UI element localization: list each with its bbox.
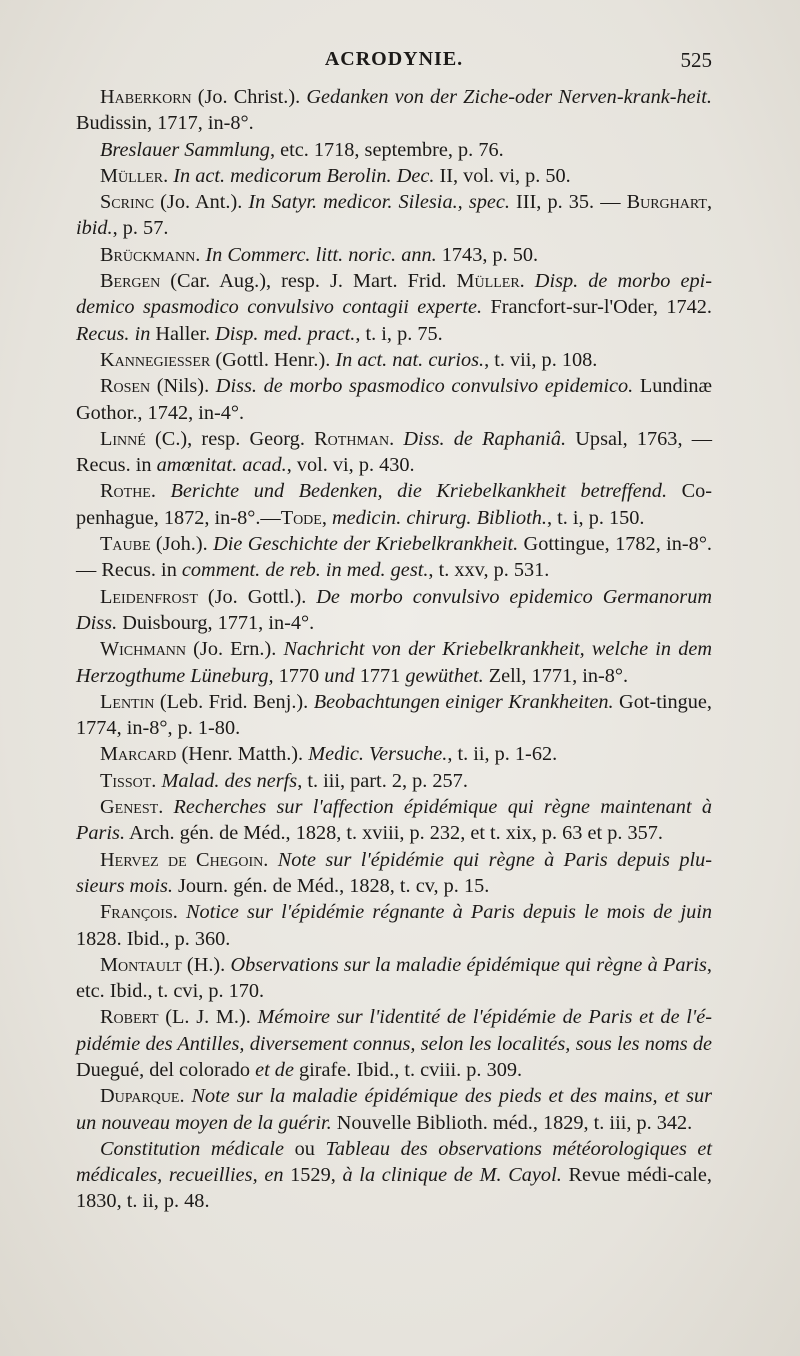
work-title: amœnitat. acad.: [156, 454, 287, 477]
citation-text: (Jo. Christ.).: [191, 86, 307, 108]
work-title: Gedanken von der Ziche-oder Nerven-krank-heit.: [306, 86, 712, 108]
work-title: Observations sur la maladie épidémique qui règne à Paris: [230, 953, 707, 976]
bibliography-entry: [76, 794, 712, 847]
work-title: medicin. chirurg. Biblioth.: [332, 506, 547, 529]
citation-text: , p. 57.: [112, 217, 169, 240]
citation-text: Co-penhague, 1872, in-8°.—: [76, 480, 712, 529]
bibliography-entry: [76, 347, 712, 373]
author-name: Bergen: [100, 270, 161, 293]
bibliography-entry: [76, 636, 712, 689]
citation-text: (C.), resp. Georg.: [145, 427, 315, 450]
bibliography-entry: [76, 689, 712, 742]
citation-text: , etc. 1718, septembre, p. 76.: [269, 138, 504, 161]
author-name: Linné: [100, 427, 146, 450]
bibliography-entry: [76, 242, 712, 268]
bibliography-entry: [76, 768, 712, 794]
work-title: In act. medicorum Berolin. Dec.: [173, 164, 435, 187]
work-title: Recus. in: [76, 322, 151, 345]
bibliography-entry: [76, 84, 712, 137]
citation-text: Francfort-sur-l'Oder, 1742.: [482, 296, 712, 319]
author-name: Burghart: [626, 191, 707, 214]
citation-text: (Joh.).: [150, 533, 214, 556]
bibliography-entry: [76, 268, 712, 347]
citation-text: .: [195, 243, 206, 266]
citation-text: Journ. gén. de Méd., 1828, t. cv, p. 15.: [172, 874, 490, 897]
work-title: gewüthet.: [405, 664, 484, 687]
citation-text: 1828. Ibid., p. 360.: [76, 927, 231, 950]
running-head: ACRODYNIE.: [324, 48, 464, 70]
citation-text: Gottingue, 1782, in-8°. — Recus. in: [76, 533, 712, 582]
bibliography-entry: [76, 1083, 712, 1136]
work-title: Notice sur l'épidémie régnante à Paris depuis le mois de juin: [185, 901, 713, 924]
work-title: Note sur la maladie épidémique des pieds et des mains, et sur un nouveau moyen de la guérir.: [76, 1085, 713, 1134]
author-name: Müller: [456, 270, 520, 293]
bibliography-entry: [76, 137, 712, 163]
author-name: Hervez de Chegoin: [100, 848, 264, 871]
citation-text: Upsal, 1763, — Recus. in: [76, 427, 713, 477]
author-name: Tissot: [100, 769, 152, 792]
author-name: Duparque: [100, 1085, 180, 1108]
citation-text: (Henr. Matth.).: [176, 743, 309, 766]
citation-text: III, p. 35. —: [509, 191, 627, 214]
citation-text: Zell, 1771, in-8°.: [483, 664, 629, 687]
work-title: Mémoire sur l'identité de l'épidémie de Paris et de l'é-pidémie des Antilles, diversement connus, selon les localités, sous les noms de: [76, 1006, 713, 1055]
citation-text: Duisbourg, 1771, in-4°.: [117, 611, 315, 634]
citation-text: .: [158, 796, 174, 819]
citation-text: Duegué, del colorado: [76, 1058, 256, 1081]
work-title: Medic. Versuche.: [308, 743, 448, 766]
bibliography-entry: [76, 426, 712, 479]
author-name: Montault: [100, 953, 182, 976]
citation-text: Budissin, 1717, in-8°.: [76, 112, 254, 135]
page-number: 525: [680, 48, 712, 72]
citation-text: (Jo. Ern.).: [186, 638, 284, 661]
citation-text: .: [389, 427, 404, 450]
bibliography-entry: [76, 899, 712, 952]
citation-text: , t. xxv, p. 531.: [428, 559, 550, 582]
citation-text: (Nils).: [150, 375, 216, 398]
page-header: [76, 48, 712, 78]
work-title: Disp. de morbo epi-demico spasmodico convulsivo contagii experte.: [76, 270, 712, 319]
citation-text: .: [163, 164, 174, 187]
author-name: Brückmann: [100, 243, 196, 266]
citation-text: , t. i, p. 150.: [547, 506, 645, 529]
citation-text: , t. iii, part. 2, p. 257.: [297, 769, 468, 792]
author-name: Rothman: [314, 427, 390, 450]
work-title: Breslauer Sammlung: [100, 138, 270, 161]
author-name: Robert: [100, 1006, 159, 1029]
citation-text: (Jo. Gottl.).: [197, 585, 317, 608]
work-title: De morbo convulsivo epidemico Germanorum Diss.: [76, 585, 712, 634]
author-name: Müller: [100, 164, 164, 187]
citation-text: 1743, p. 50.: [436, 243, 539, 266]
citation-text: Revue médi-cale, 1830, t. ii, p. 48.: [76, 1164, 712, 1213]
bibliography-list: [76, 84, 712, 1215]
work-title: Diss. de Raphaniâ.: [403, 427, 567, 450]
work-title: In act. nat. curios.: [335, 348, 485, 371]
citation-text: Got-tingue, 1774, in-8°, p. 1-80.: [76, 690, 712, 740]
citation-text: ,: [321, 506, 332, 529]
author-name: Haberkorn: [100, 86, 192, 108]
work-title: Berichte und Bedenken, die Kriebelkankheit betreffend.: [170, 480, 668, 503]
citation-text: (H.).: [181, 953, 231, 976]
citation-text: .: [151, 769, 162, 792]
citation-text: II, vol. vi, p. 50.: [434, 164, 571, 187]
citation-text: ,: [706, 191, 713, 214]
citation-text: girafe. Ibid., t. cviii. p. 309.: [293, 1058, 523, 1081]
citation-text: Nouvelle Biblioth. méd., 1829, t. iii, p. 342.: [331, 1111, 693, 1134]
bibliography-entry: [76, 163, 712, 189]
citation-text: 1770: [273, 664, 325, 687]
citation-text: 1529,: [283, 1164, 343, 1187]
bibliography-entry: [76, 741, 712, 767]
bibliography-entry: [76, 847, 712, 900]
bibliography-entry: [76, 189, 712, 242]
author-name: François: [100, 901, 173, 924]
citation-text: Arch. gén. de Méd., 1828, t. xviii, p. 232, et t. xix, p. 63 et p. 357.: [125, 822, 663, 845]
citation-text: .: [150, 480, 171, 503]
work-title: à la clinique de M. Cayol.: [342, 1164, 562, 1187]
work-title: Malad. des nerfs: [161, 769, 298, 792]
work-title: Nachricht von der Kriebelkrankheit, welche in dem Herzogthume Lüneburg,: [76, 638, 712, 687]
bibliography-entry: [76, 584, 712, 637]
author-name: Lentin: [100, 690, 155, 713]
author-name: Scrinc: [100, 191, 155, 214]
work-title: Beobachtungen einiger Krankheiten.: [313, 690, 614, 713]
citation-text: .: [519, 270, 535, 293]
author-name: Rothe: [100, 480, 151, 503]
citation-text: , t. i, p. 75.: [355, 322, 443, 345]
work-title: Diss. de morbo spasmodico convulsivo epidemico.: [215, 375, 634, 398]
citation-text: (Car. Aug.), resp. J. Mart. Frid.: [160, 270, 457, 293]
citation-text: Lundinæ Gothor., 1742, in-4°.: [76, 375, 713, 424]
citation-text: (L. J. M.).: [158, 1006, 258, 1029]
citation-text: , etc. Ibid., t. cvi, p. 170.: [76, 953, 712, 1003]
citation-text: , t. vii, p. 108.: [484, 348, 598, 371]
bibliography-entry: [76, 531, 712, 584]
work-title: Disp. med. pract.: [215, 322, 356, 345]
citation-text: (Jo. Ant.).: [154, 191, 249, 214]
work-title: Note sur l'épidémie qui règne à Paris depuis plu-sieurs mois.: [76, 848, 713, 897]
work-title: comment. de reb. in med. gest.: [181, 559, 429, 582]
citation-text: (Gottl. Henr.).: [210, 348, 336, 371]
work-title: Tableau des observations météorologiques et médicales, recueillies, en: [76, 1137, 713, 1187]
work-title: Constitution médicale: [100, 1137, 285, 1160]
bibliography-entry: [76, 952, 712, 1005]
citation-text: ou: [284, 1137, 326, 1160]
citation-text: , vol. vi, p. 430.: [286, 454, 415, 477]
work-title: Recherches sur l'affection épidémique qui règne maintenant à Paris.: [76, 796, 712, 845]
author-name: Genest: [100, 796, 159, 819]
citation-text: (Leb. Frid. Benj.).: [154, 690, 314, 713]
author-name: Leidenfrost: [100, 585, 198, 608]
citation-text: Haller.: [150, 322, 216, 345]
author-name: Wichmann: [100, 638, 187, 661]
bibliography-entry: [76, 373, 712, 426]
bibliography-entry: [76, 478, 712, 531]
author-name: Taube: [100, 533, 151, 556]
author-name: Tode: [280, 506, 322, 529]
author-name: Rosen: [100, 375, 151, 398]
work-title: Die Geschichte der Kriebelkrankheit.: [213, 533, 519, 556]
citation-text: .: [263, 848, 278, 871]
bibliography-entry: [76, 1004, 712, 1083]
citation-text: .: [179, 1085, 192, 1108]
citation-text: .: [172, 901, 186, 924]
author-name: Marcard: [100, 743, 177, 766]
work-title: ibid.: [76, 217, 113, 240]
work-title: und: [324, 664, 355, 687]
work-title: In Commerc. litt. noric. ann.: [205, 243, 437, 266]
citation-text: , t. ii, p. 1-62.: [447, 743, 558, 766]
work-title: In Satyr. medicor. Silesia., spec.: [248, 191, 510, 214]
author-name: Kannegiesser: [100, 348, 211, 371]
bibliography-entry: [76, 1136, 712, 1215]
work-title: et de: [255, 1058, 294, 1081]
citation-text: 1771: [354, 664, 406, 687]
